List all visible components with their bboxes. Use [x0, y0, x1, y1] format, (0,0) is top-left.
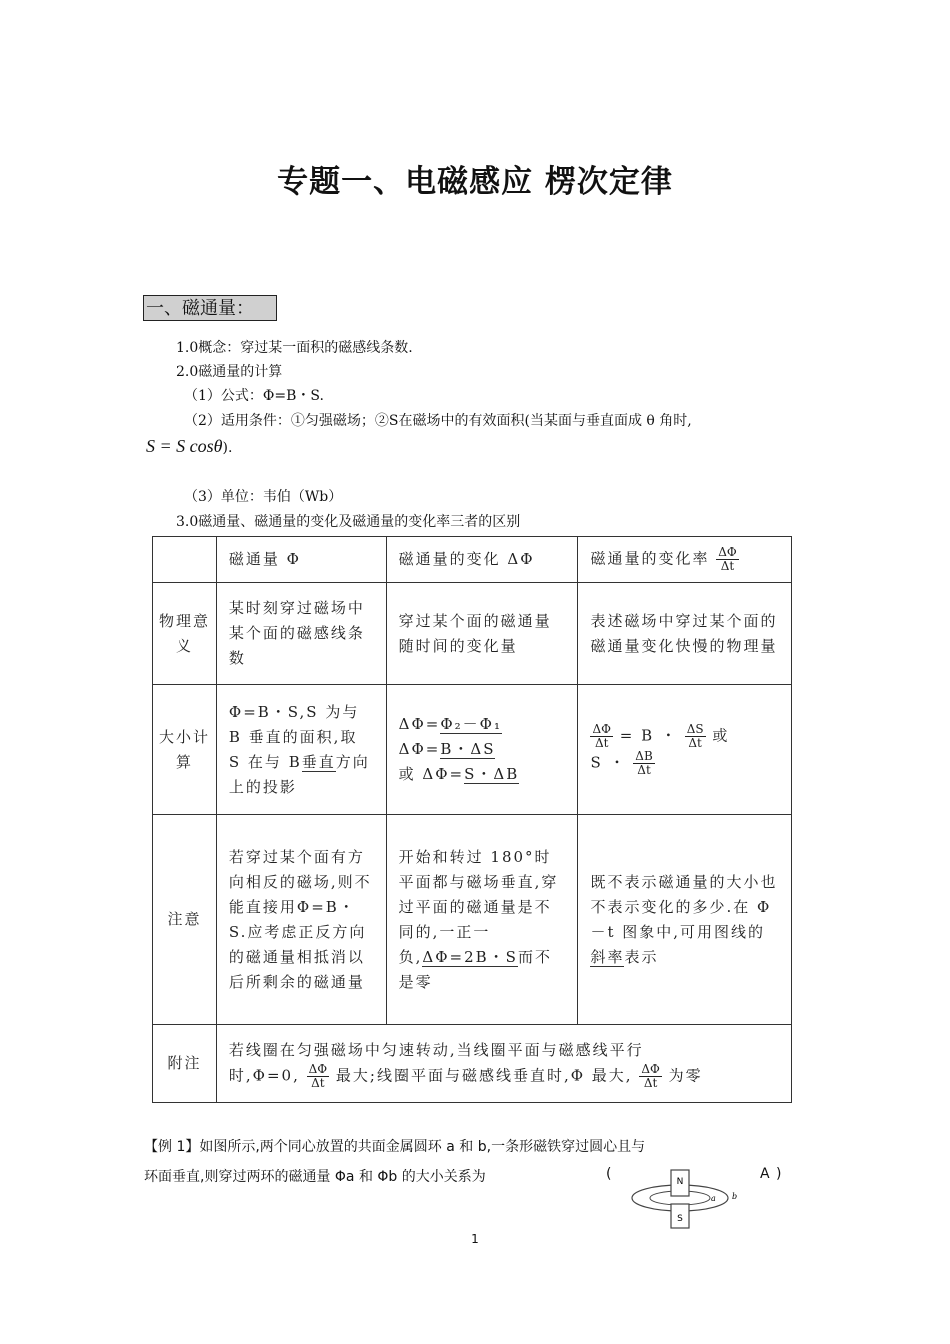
extra-note: 若线圈在匀强磁场中匀速转动,当线圈平面与磁感线平行 时,Φ=0, $\frac{\Delta\Phi}{\Delta t}$ 最大;线圈平面与磁感线垂直时,Φ 最大, $\frac{\Delta\Phi}{\Delta t}$ 为零 — [216, 1025, 791, 1103]
note-rate: 既不表示磁通量的大小也不表示变化的多少.在 Φ－t 图象中,可用图线的斜率表示 — [578, 815, 792, 1025]
note-change: 开始和转过 180°时平面都与磁场垂直,穿过平面的磁通量是不同的,一正一负,ΔΦ=2B・S而不是零 — [386, 815, 578, 1025]
calc-flux: Φ=B・S,S 为与 B 垂直的面积,取 S 在与 B垂直方向上的投影 — [216, 685, 386, 815]
table-row — [153, 583, 792, 685]
example1-line2: 环面垂直,则穿过两环的磁通量 Φa 和 Φb 的大小关系为 — [144, 1169, 486, 1185]
condition-formula-line — [146, 436, 232, 458]
section-heading: 一、磁通量： — [143, 295, 277, 321]
rate-fraction: $\frac{\Delta\Phi}{\Delta t}$ — [718, 545, 737, 573]
calc-heading-line: 2.0磁通量的计算 — [176, 364, 283, 380]
header-flux-rate — [578, 537, 792, 583]
table-row — [153, 685, 792, 815]
row-label-calc: 大小计算 — [153, 685, 217, 815]
comparison-heading-line: 3.0磁通量、磁通量的变化及磁通量的变化率三者的区别 — [176, 514, 521, 530]
table-corner-cell — [153, 537, 217, 583]
meaning-flux: 某时刻穿过磁场中某个面的磁感线条数 — [216, 583, 386, 685]
comparison-table — [152, 536, 792, 1103]
magnet-ring-figure — [624, 1166, 744, 1232]
cos-formula: S = S cosθ — [146, 436, 223, 456]
calc-change: ΔΦ=Φ₂－Φ₁ ΔΦ=B・ΔS 或 ΔΦ=S・ΔB — [386, 685, 578, 815]
row-label-note: 注意 — [153, 815, 217, 1025]
calc-rate: $\frac{\Delta\Phi}{\Delta t}$ = B ・ $\frac{\Delta S}{\Delta t}$ 或 S ・ $\frac{\Delta B}{\Delta t}$ — [578, 685, 792, 815]
meaning-change: 穿过某个面的磁通量随时间的变化量 — [386, 583, 578, 685]
answer-value: A — [760, 1166, 770, 1182]
unit-line: （3）单位：韦伯（Wb） — [184, 489, 343, 505]
concept-line: 1.0概念：穿过某一面积的磁感线条数. — [176, 340, 413, 356]
magnet-n-label: N — [676, 1177, 684, 1187]
condition-line: （2）适用条件：①匀强磁场；②S在磁场中的有效面积(当某面与垂直面成 θ 角时, — [184, 413, 692, 429]
magnet-s-label: S — [677, 1214, 683, 1224]
answer-paren-open: ( — [606, 1166, 612, 1182]
note-flux: 若穿过某个面有方向相反的磁场,则不能直接用Φ=B・S.应考虑正反方向的磁通量相抵消以后所剩余的磁通量 — [216, 815, 386, 1025]
header-flux: 磁通量 Φ — [216, 537, 386, 583]
table-row — [153, 815, 792, 1025]
table-header-row — [153, 537, 792, 583]
answer-paren-close: ) — [776, 1166, 782, 1182]
header-flux-rate-label: 磁通量的变化率 — [590, 549, 710, 568]
formula-line: （1）公式：Φ=B・S. — [184, 388, 324, 404]
row-label-meaning: 物理意义 — [153, 583, 217, 685]
table-row — [153, 1025, 792, 1103]
ring-b-label: b — [732, 1192, 738, 1201]
page-number: 1 — [471, 1232, 479, 1246]
page-title: 专题一、电磁感应 楞次定律 — [277, 164, 673, 200]
ring-a-label: a — [711, 1194, 716, 1203]
example1-line1: 【例 1】如图所示,两个同心放置的共面金属圆环 a 和 b,一条形磁铁穿过圆心且与 — [144, 1139, 646, 1155]
meaning-rate: 表述磁场中穿过某个面的磁通量变化快慢的物理量 — [578, 583, 792, 685]
row-label-extra: 附注 — [153, 1025, 217, 1103]
condition-end: ). — [222, 440, 233, 456]
header-flux-change: 磁通量的变化 ΔΦ — [386, 537, 578, 583]
